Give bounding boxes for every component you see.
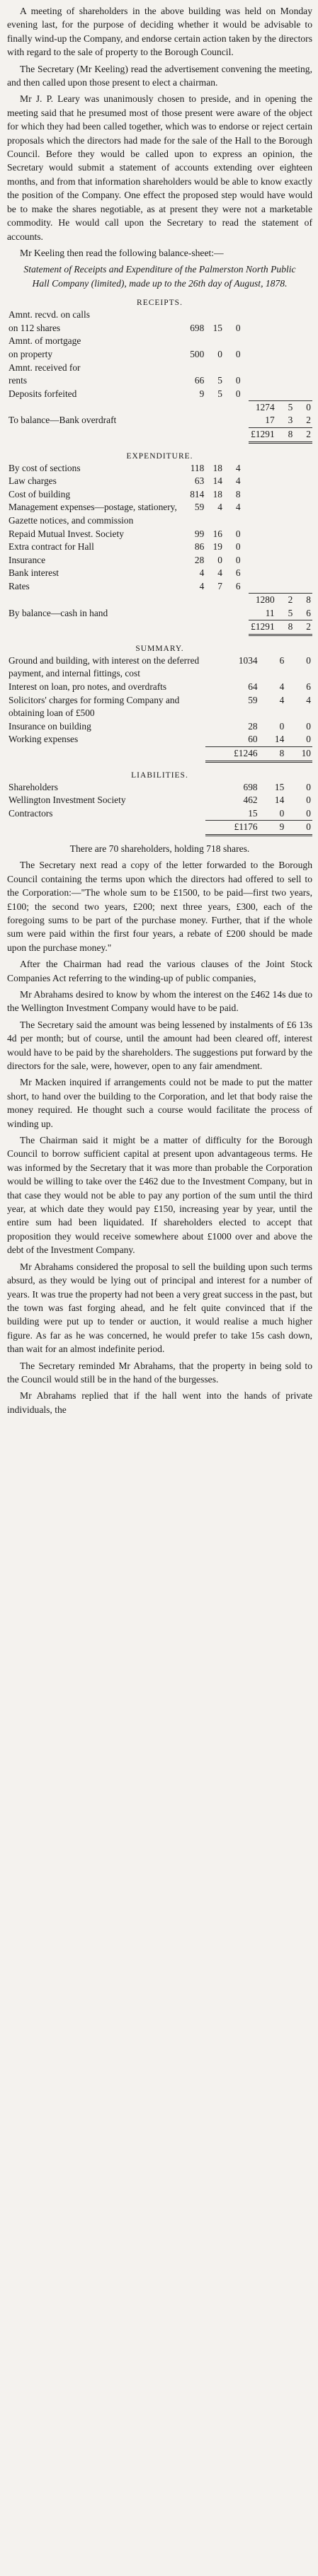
shillings-cell: 7 <box>217 580 222 591</box>
total-pence-cell <box>294 501 312 527</box>
expenditure-table <box>7 462 312 636</box>
pounds-cell <box>182 335 205 348</box>
total-shillings-cell: 8 <box>276 427 295 442</box>
shillings-cell: 5 <box>217 388 222 399</box>
total-shillings-cell: 14 <box>274 795 285 806</box>
table-row <box>7 528 312 541</box>
table-row <box>7 475 312 488</box>
paragraph-clauses: After the Chairman had read the various clauses of the Joint Stock Companies Act referring to the winding-up of public companies, <box>7 959 312 983</box>
table-row <box>7 414 312 427</box>
table-row <box>7 781 312 795</box>
pence-cell <box>224 335 242 348</box>
table-row <box>7 681 312 694</box>
total-pence-cell <box>294 348 312 362</box>
row-label: Insurance <box>8 554 46 565</box>
total-pounds-cell: 59 <box>248 694 258 705</box>
pence-cell: 8 <box>235 488 241 499</box>
pence-cell: 0 <box>235 528 241 539</box>
pounds-cell <box>182 620 205 635</box>
total-pounds-cell <box>249 567 276 580</box>
total-pence-cell: 0 <box>306 795 311 806</box>
pence-cell <box>224 427 242 442</box>
pounds-cell: 66 <box>194 375 205 386</box>
pence-cell <box>224 308 242 322</box>
row-label: To balance—Bank overdraft <box>8 415 117 426</box>
row-label: Solicitors' charges for forming Company and obtaining loan of £500 <box>8 694 180 719</box>
total-pounds-cell <box>249 388 276 401</box>
table-row <box>7 541 312 554</box>
total-pence-cell <box>294 388 312 401</box>
pounds-cell: 500 <box>190 348 205 359</box>
row-label: Working expenses <box>8 734 79 745</box>
total-pence-cell: 2 <box>306 415 311 426</box>
table-row <box>7 348 312 362</box>
shares-note: There are 70 shareholders, holding 718 shares. <box>69 843 250 854</box>
pence-cell: 4 <box>235 462 241 473</box>
pounds-cell: 86 <box>194 541 205 553</box>
total-pounds-cell: £1291 <box>249 620 276 635</box>
total-pounds-cell: 64 <box>248 681 258 692</box>
total-shillings-cell: 2 <box>276 594 295 607</box>
total-pence-cell: 0 <box>306 720 311 732</box>
total-pence-cell: 6 <box>306 607 311 618</box>
total-shillings-cell <box>276 322 295 335</box>
pence-cell <box>224 620 242 635</box>
row-label <box>7 427 182 442</box>
total-pence-cell <box>294 374 312 388</box>
total-pounds-cell: 1280 <box>249 594 276 607</box>
pence-cell: 6 <box>235 580 241 591</box>
row-label: By balance—cash in hand <box>8 607 108 618</box>
total-pounds-cell <box>249 554 276 567</box>
total-pence-cell: 0 <box>294 400 312 414</box>
shillings-cell: 5 <box>217 375 222 386</box>
row-label: Amnt. of mortgage <box>8 335 81 347</box>
summary-table <box>7 654 312 763</box>
total-shillings-cell <box>276 362 295 375</box>
row-label: Amnt. recvd. on calls <box>8 309 90 320</box>
paragraph-secretary-instalments: The Secretary said the amount was being lessened by instalments of £6 13s 4d per month; but of course, until the amount had been cleared off, interest would have to be paid by the shareholders. The suggestions put forward by the directors for the sale, were, however, open to any fair amendment. <box>7 1019 312 1071</box>
pence-cell: 0 <box>235 375 241 386</box>
table-row <box>7 488 312 502</box>
total-pounds-cell <box>249 362 276 375</box>
total-pounds-cell: 60 <box>248 734 258 745</box>
total-pounds-cell: 462 <box>243 795 258 806</box>
total-shillings-cell: 14 <box>274 734 285 745</box>
total-pounds-cell <box>249 541 276 554</box>
row-label: Deposits forfeited <box>8 388 77 399</box>
total-pence-cell: 8 <box>294 594 312 607</box>
total-pounds-cell: £1291 <box>249 427 276 442</box>
row-label: Repaid Mutual Invest. Society <box>8 528 124 539</box>
total-pence-cell <box>294 488 312 502</box>
total-pence-cell: 0 <box>306 781 311 792</box>
total-shillings-cell <box>276 335 295 348</box>
total-shillings-cell: 6 <box>279 654 285 666</box>
total-shillings-cell <box>276 488 295 502</box>
pounds-cell: 4 <box>199 580 205 591</box>
total-shillings-cell: 0 <box>279 720 285 732</box>
shillings-cell: 0 <box>217 348 222 359</box>
shillings-cell <box>205 620 224 635</box>
total-pounds-cell <box>249 308 276 322</box>
total-shillings-cell: 0 <box>279 807 285 819</box>
row-label <box>7 746 205 761</box>
total-pounds-cell <box>249 580 276 594</box>
shillings-cell: 15 <box>212 322 222 333</box>
receipts-table <box>7 308 312 443</box>
table-row <box>7 400 312 414</box>
total-pence-cell <box>294 362 312 375</box>
pounds-cell: 28 <box>194 554 205 565</box>
table-row <box>7 594 312 607</box>
paragraph-letter-terms: The Secretary next read a copy of the letter forwarded to the Borough Council containing the terms upon which the directors had offered to sell to the Corporation:—"The whole sum to be £1500, to be paid—first two years, £100; the second two years, £200; next three years, £300, each of the foregoing sums to be part of the purchase money. Further, that if the whole sum were paid within the first four years, a rebate of £200 should be made upon the purchase money." <box>7 860 312 953</box>
pounds-cell: 59 <box>194 502 205 513</box>
total-pounds-cell: 698 <box>243 781 258 792</box>
total-pence-cell: 6 <box>306 681 311 692</box>
shillings-cell: 4 <box>217 502 222 513</box>
paragraph-abrahams-interest: Mr Abrahams desired to know by whom the interest on the £462 14s due to the Wellington Investment Company would have to be paid. <box>7 988 312 1014</box>
total-pence-cell <box>294 462 312 475</box>
total-shillings-cell: 8 <box>259 746 286 761</box>
total-pounds-cell: £1246 <box>205 746 259 761</box>
pence-cell: 0 <box>235 541 241 553</box>
total-pence-cell <box>294 554 312 567</box>
row-label <box>7 400 182 414</box>
table-row <box>7 821 312 836</box>
paragraph-macken: Mr Macken inquired if arrangements could not be made to put the matter short, to hand over the building to the Corporation, and let that body raise the money required. He thought such a course would facilitate the process of winding up. <box>7 1077 312 1129</box>
paragraph-abrahams-absurd: Mr Abrahams considered the proposal to sell the building upon such terms absurd, as they would be lying out of principal and interest for a number of years. It was true the property had not been a very great success in the past, but the town was fast forging ahead, and he felt quite convinced that if the building were put up to tender or auction, it would realise a much higher figure. As far as he was concerned, he would prefer to take 15s cash down, than wait for an almost indefinite period. <box>7 1261 312 1355</box>
pounds-cell: 118 <box>190 462 205 473</box>
pounds-cell <box>182 362 205 375</box>
row-label: Interest on loan, pro notes, and overdrafts <box>8 681 167 692</box>
total-pence-cell: 2 <box>294 427 312 442</box>
total-pence-cell: 4 <box>306 694 311 705</box>
shillings-cell <box>205 400 224 414</box>
table-row <box>7 620 312 635</box>
table-row <box>7 427 312 442</box>
paragraph-balance-sheet-intro: Mr Keeling then read the following balance-sheet:— <box>20 247 224 258</box>
total-pounds-cell <box>249 528 276 541</box>
pence-cell: 0 <box>235 322 241 333</box>
total-shillings-cell <box>276 554 295 567</box>
statement-title: Statement of Receipts and Expenditure of the Palmerston North Public Hall Company (limited), made up to the 26th day of August, 1878. <box>23 264 296 289</box>
paragraph-secretary-reminder: The Secretary reminded Mr Abrahams, that the property in being sold to the Council would still be in the hand of the burgesses. <box>7 1360 312 1385</box>
total-shillings-cell <box>276 580 295 594</box>
total-pence-cell <box>294 541 312 554</box>
pounds-cell <box>182 414 205 427</box>
row-label: Wellington Investment Society <box>8 795 126 806</box>
table-row <box>7 794 312 807</box>
pence-cell <box>224 362 242 375</box>
table-row <box>7 554 312 567</box>
pence-cell: 0 <box>235 388 241 399</box>
table-row <box>7 694 312 720</box>
row-label: Management expenses—postage, stationery, Gazette notices, and commission <box>8 502 177 526</box>
row-label: By cost of sections <box>8 462 81 473</box>
row-label: Insurance on building <box>8 720 91 732</box>
total-pounds-cell: 1274 <box>249 400 276 414</box>
paragraph-abrahams-reply: Mr Abrahams replied that if the hall went into the hands of private individuals, the <box>7 1390 312 1415</box>
row-label <box>7 594 182 607</box>
pounds-cell <box>182 427 205 442</box>
pence-cell <box>224 414 242 427</box>
total-pence-cell: 0 <box>306 654 311 666</box>
total-shillings-cell: 5 <box>276 400 295 414</box>
liabilities-table <box>7 781 312 836</box>
total-shillings-cell <box>276 388 295 401</box>
total-pounds-cell: 17 <box>265 415 275 426</box>
shillings-cell: 0 <box>217 554 222 565</box>
total-pounds-cell <box>249 374 276 388</box>
expenditure-heading: EXPENDITURE. <box>126 451 193 461</box>
pounds-cell <box>182 308 205 322</box>
row-label: on property <box>8 348 53 359</box>
total-pence-cell: 0 <box>285 821 312 836</box>
total-pence-cell: 0 <box>306 734 311 745</box>
shillings-cell: 14 <box>212 475 222 487</box>
total-pence-cell <box>294 322 312 335</box>
liabilities-heading: LIABILITIES. <box>131 770 188 780</box>
table-row <box>7 335 312 348</box>
total-pence-cell: 2 <box>294 620 312 635</box>
table-row <box>7 746 312 761</box>
pence-cell: 6 <box>235 567 241 579</box>
total-shillings-cell: 8 <box>276 620 295 635</box>
shillings-cell <box>205 335 224 348</box>
table-row <box>7 462 312 475</box>
row-label <box>7 620 182 635</box>
total-pounds-cell <box>249 475 276 488</box>
table-row <box>7 362 312 375</box>
pence-cell: 4 <box>235 502 241 513</box>
total-pence-cell <box>294 528 312 541</box>
total-shillings-cell: 5 <box>288 607 293 618</box>
pounds-cell <box>182 400 205 414</box>
row-label: Ground and building, with interest on the deferred payment, and internal fittings, cost <box>8 654 200 679</box>
total-shillings-cell <box>276 348 295 362</box>
row-label: Shareholders <box>8 781 58 792</box>
total-pence-cell <box>294 567 312 580</box>
total-pounds-cell <box>249 335 276 348</box>
total-shillings-cell <box>276 475 295 488</box>
pounds-cell: 4 <box>199 567 205 579</box>
shillings-cell <box>205 427 224 442</box>
table-row <box>7 607 312 620</box>
shillings-cell <box>205 607 224 620</box>
pence-cell <box>224 594 242 607</box>
shillings-cell: 18 <box>212 462 222 473</box>
total-shillings-cell <box>276 541 295 554</box>
total-pounds-cell <box>249 462 276 475</box>
table-row <box>7 733 312 746</box>
shillings-cell: 19 <box>212 541 222 553</box>
shillings-cell: 16 <box>212 528 222 539</box>
total-shillings-cell <box>276 567 295 580</box>
pence-cell <box>224 400 242 414</box>
shillings-cell <box>205 362 224 375</box>
table-row <box>7 567 312 580</box>
paragraph-secretary-advert: The Secretary (Mr Keeling) read the advertisement convening the meeting, and then called upon those present to elect a chairman. <box>7 63 312 88</box>
pounds-cell: 814 <box>190 488 205 499</box>
row-label: on 112 shares <box>8 322 61 333</box>
total-pounds-cell <box>249 488 276 502</box>
row-label: Amnt. received for <box>8 362 81 373</box>
pounds-cell: 99 <box>194 528 205 539</box>
total-shillings-cell <box>276 528 295 541</box>
total-shillings-cell <box>276 374 295 388</box>
row-label: Contractors <box>8 807 53 819</box>
total-pence-cell <box>294 335 312 348</box>
total-pounds-cell <box>249 501 276 527</box>
shillings-cell: 18 <box>212 488 222 499</box>
row-label: rents <box>8 375 28 386</box>
total-shillings-cell: 3 <box>288 415 293 426</box>
row-label: Bank interest <box>8 567 59 579</box>
paragraph-chairman-borrowing: The Chairman said it might be a matter of difficulty for the Borough Council to borrow sufficient capital at present upon advantageous terms. He was informed by the Secretary that it was more than probable the Corporation would be willing to take over the £462 due to the Investment Company, but in that case they would not be able to pay any portion of the sum until the third year, at which date they would pay £150, increasing year by year, until the entire sum had been liquidated. If shareholders elected to accept that proposition they would receive somewhere about £1000 over and above the debt of the Investment Company. <box>7 1135 312 1256</box>
total-pounds-cell: 15 <box>248 807 258 819</box>
pence-cell: 0 <box>235 348 241 359</box>
row-label: Cost of building <box>8 488 71 499</box>
summary-heading: SUMMARY. <box>135 644 184 653</box>
receipts-heading: RECEIPTS. <box>137 299 183 308</box>
shillings-cell <box>205 308 224 322</box>
pounds-cell: 698 <box>190 322 205 333</box>
shillings-cell <box>205 594 224 607</box>
total-shillings-cell: 9 <box>259 821 286 836</box>
total-pounds-cell: 1034 <box>238 654 258 666</box>
paragraph-chairman-opening: Mr J. P. Leary was unanimously chosen to preside, and in opening the meeting said that he presumed most of those present were aware of the object for which they had been called together, which was to endorse or reject certain proposals which the directors had made for the sale of the Hall to the Borough Council. Before they would be called upon to express an opinion, the Secretary would submit a statement of accounts extending over eighteen months, and from that information shareholders would be able to know exactly the position of the Company. One effect the proposed step would have would be to make the shares negotiable, as at present they were not a marketable commodity. He would call upon the Secretary to read the statement of accounts. <box>7 93 312 242</box>
shillings-cell: 4 <box>217 567 222 579</box>
row-label: Rates <box>8 580 30 591</box>
row-label: Law charges <box>8 475 57 487</box>
total-pence-cell <box>294 580 312 594</box>
total-pounds-cell <box>249 322 276 335</box>
table-row <box>7 374 312 388</box>
pence-cell: 4 <box>235 475 241 487</box>
table-row <box>7 807 312 821</box>
pounds-cell <box>182 607 205 620</box>
table-row <box>7 654 312 681</box>
total-pence-cell: 10 <box>285 746 312 761</box>
paragraph-intro: A meeting of shareholders in the above building was held on Monday evening last, for the purpose of deciding whether it would be advisable to finally wind-up the Company, and endorse certain action taken by the directors with regard to the sale of property to the Borough Council. <box>7 6 312 58</box>
total-pounds-cell <box>249 348 276 362</box>
total-shillings-cell <box>276 462 295 475</box>
pence-cell: 0 <box>235 554 241 565</box>
total-shillings-cell <box>276 308 295 322</box>
pence-cell <box>224 607 242 620</box>
table-row <box>7 720 312 734</box>
total-shillings-cell: 15 <box>274 781 285 792</box>
table-row <box>7 388 312 401</box>
total-pence-cell <box>294 308 312 322</box>
pounds-cell <box>182 594 205 607</box>
row-label: Extra contract for Hall <box>8 541 94 553</box>
table-row <box>7 501 312 527</box>
total-shillings-cell: 4 <box>279 694 285 705</box>
total-pounds-cell: 11 <box>265 607 275 618</box>
total-shillings-cell: 4 <box>279 681 285 692</box>
row-label <box>7 821 205 836</box>
table-row <box>7 308 312 322</box>
pounds-cell: 63 <box>194 475 205 487</box>
pounds-cell: 9 <box>199 388 205 399</box>
total-pounds-cell: 28 <box>248 720 258 732</box>
shillings-cell <box>205 414 224 427</box>
table-row <box>7 322 312 335</box>
table-row <box>7 580 312 594</box>
total-pounds-cell: £1176 <box>205 821 259 836</box>
total-shillings-cell <box>276 501 295 527</box>
total-pence-cell: 0 <box>306 807 311 819</box>
total-pence-cell <box>294 475 312 488</box>
